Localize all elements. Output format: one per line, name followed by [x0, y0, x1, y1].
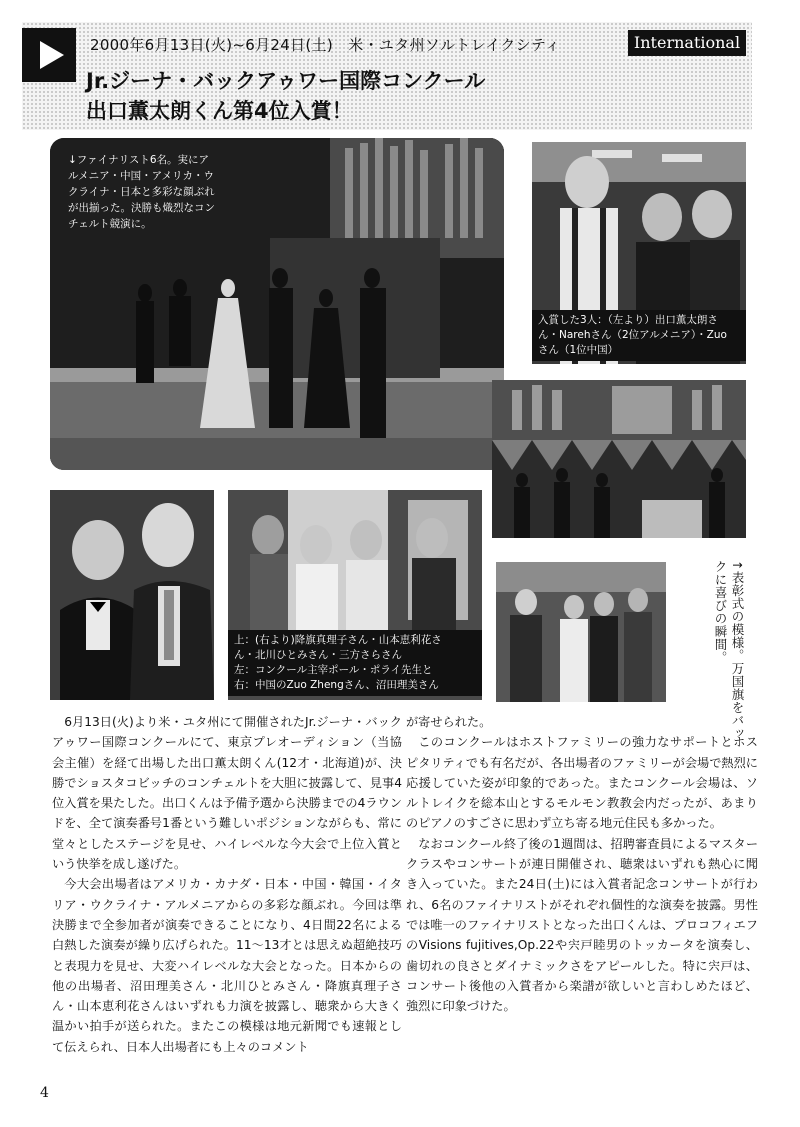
headline-line-1: Jr.ジーナ・バックアゥワー国際コンクール	[86, 69, 486, 93]
caption-line: 入賞した3人：（左より）出口薫太朗さ	[538, 314, 718, 326]
article-paragraph: が寄せられた。	[406, 715, 492, 729]
winners-caption	[532, 310, 746, 361]
caption-line: クライナ・日本と多彩な顔ぶれ	[68, 186, 215, 198]
section-tag: International	[628, 30, 746, 56]
finalists-photo	[50, 138, 504, 470]
article-left-column	[52, 712, 402, 1057]
caption-line: さん（1位中国）	[538, 344, 619, 356]
mentor-photo	[50, 490, 214, 700]
ceremony-caption: ↑表彰式の模様。万国旗をバックに喜びの瞬間。	[713, 560, 745, 740]
article-paragraph: 6月13日(火)より米・ユタ州にて開催されたJr.ジーナ・バックアゥワー国際コンクールにて、東京プレオーディション（当協会主催）を経て出場した出口薫太朗くん(12才・北海道)が、決勝でショスタコビッチのコンチェルトを大胆に披露して、見事4位入賞を果たした。出口くんは予備予選から決勝までの4ラウンドを、全て演奏番号1番という難しいポジションながらも、常に堂々としたステージを見せ、ハイレベルな今大会で上位入賞という快挙を成し遂げた。	[52, 715, 402, 872]
article-paragraph: 今大会出場者はアメリカ・カナダ・日本・中国・韓国・イタリア・ウクライナ・アルメニアからの多彩な顔ぶれ。今回は準決勝まで全参加者が演奏できることになり、4日間22名による白熱した演奏が繰り広げられた。11～13才とは思えぬ超絶技巧と表現力を見せ、大変ハイレベルな大会となった。日本からの他の出場者、沼田理美さん・北川ひとみさん・降旗真理子さん・山本恵利花さんはいずれも力演を披露し、聴衆から大きく温かい拍手が送られた。またこの模様は地元新聞でも速報として伝えられ、日本人出場者にも上々のコメント	[52, 877, 402, 1054]
caption-line: が出揃った。決勝も熾烈なコン	[68, 202, 215, 214]
ceremony-photo-image	[492, 380, 746, 538]
headline-line-2: 出口薫太朗くん第4位入賞！	[86, 99, 353, 123]
page-number: 4	[40, 1085, 49, 1101]
caption-line: ん・北川ひとみさん・三方さらさん	[234, 649, 402, 661]
winners-photo	[532, 142, 746, 364]
caption-line: ん・Narehさん（2位アルメニア）・Zuo	[538, 329, 727, 341]
teacher-photo	[496, 562, 666, 702]
caption-line: 左：コンクール主宰ポール・ポライ先生と	[234, 664, 433, 676]
group-caption	[228, 630, 482, 696]
caption-line: 上：(右より)降旗真理子さん・山本恵利花さ	[234, 634, 442, 646]
article-paragraph: なおコンクール終了後の1週間は、招聘審査員によるマスタークラスやコンサートが連日開催され、聴衆はいずれも熱心に聞き入っていた。また24日(土)には入賞者記念コンサートが行われ、6名のファイナリストがそれぞれ個性的な演奏を披露。男性では唯一のファイナリストとなった出口くんは、プロコフィエフのVisions fujitives,Op.22や宍戸睦男のトッカータを演奏し、歯切れの良さとダイナミックさをアピールした。特に宍戸は、コンサート後他の入賞者から楽譜が欲しいと言わしめたほど、強烈に印象づけた。	[406, 836, 758, 1014]
article-paragraph: このコンクールはホストファミリーの強力なサポートとホスピタリティでも有名だが、各出場者のファミリーが会場で熱烈に応援していた姿が印象的であった。またコンクール会場は、ソルトレイクを総本山とするモルモン教教会内だったが、あまりのピアノのすごさに思わず立ち寄る地元住民も多かった。	[406, 735, 758, 831]
caption-line: ルメニア・中国・アメリカ・ウ	[68, 170, 214, 182]
finalists-caption	[68, 152, 258, 232]
caption-line: ↓ファイナリスト6名。実にア	[68, 154, 210, 166]
headline	[86, 66, 485, 126]
article-right-column	[406, 712, 758, 1016]
play-arrow-icon	[22, 28, 76, 82]
teacher-photo-image	[496, 562, 666, 702]
caption-line: チェルト競演に。	[68, 218, 152, 230]
mentor-photo-image	[50, 490, 214, 700]
event-dateline: 2000年6月13日(火)~6月24日(土) 米・ユタ州ソルトレイクシティ	[90, 36, 561, 54]
group-photo	[228, 490, 482, 700]
ceremony-photo	[492, 380, 746, 538]
caption-line: 右：中国のZuo Zhengさん、沼田理美さん	[234, 679, 439, 691]
